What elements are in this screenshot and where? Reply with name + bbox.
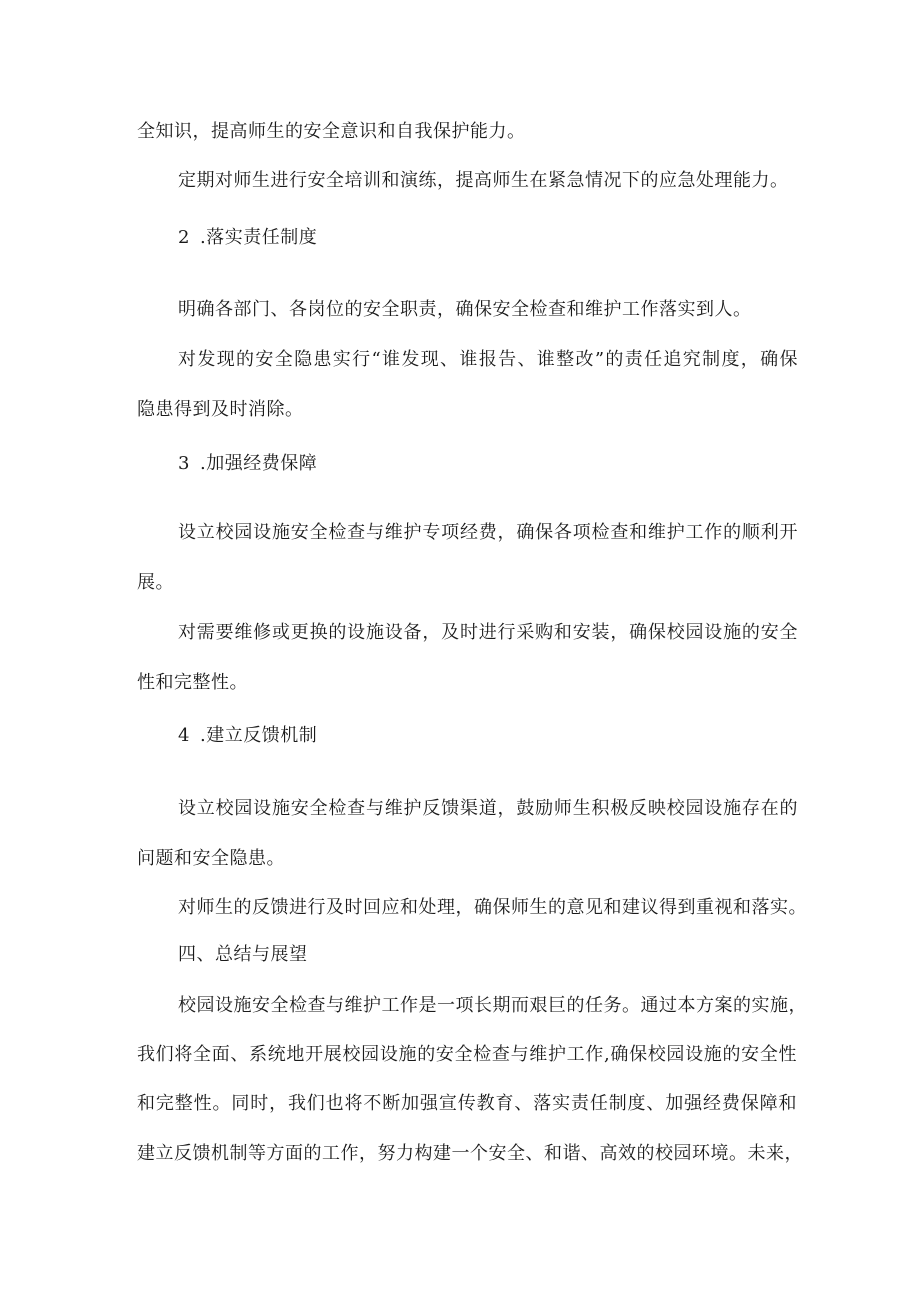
body-line: 我们将全面、系统地开展校园设施的安全检查与维护工作,确保校园设施的安全性 [137,1044,797,1065]
body-line: 校园设施安全检查与维护工作是一项长期而艰巨的任务。通过本方案的实施， [178,995,807,1016]
section-heading-3 [178,452,838,476]
body-line: 对需要维修或更换的设施设备，及时进行采购和安装，确保校园设施的安全 [178,622,798,643]
heading-text: .加强经费保障 [200,453,318,474]
body-line: 建立反馈机制等方面的工作，努力构建一个安全、和谐、高效的校园环境。未来， [137,1143,803,1164]
heading-number: 3 [178,453,190,474]
body-line: 对发现的安全隐患实行“谁发现、谁报告、谁整改”的责任追究制度，确保 [178,349,798,370]
body-line: 设立校园设施安全检查与维护反馈渠道，鼓励师生积极反映校园设施存在的 [178,798,798,819]
section-heading-summary: 四、总结与展望 [178,944,308,965]
body-line: 定期对师生进行安全培训和演练，提高师生在紧急情况下的应急处理能力。 [178,170,789,191]
body-line: 性和完整性。 [137,672,248,693]
body-line: 展。 [137,572,174,593]
section-heading-4 [178,724,838,748]
heading-number: 2 [178,227,190,248]
body-line: 对师生的反馈进行及时回应和处理，确保师生的意见和建议得到重视和落实。 [178,897,807,918]
body-line: 隐患得到及时消除。 [137,399,304,420]
body-line: 明确各部门、各岗位的安全职责，确保安全检查和维护工作落实到人。 [178,299,752,320]
heading-number: 4 [178,725,190,746]
heading-text: .建立反馈机制 [200,725,318,746]
body-line: 和完整性。同时，我们也将不断加强宣传教育、落实责任制度、加强经费保障和 [137,1093,797,1114]
heading-text: .落实责任制度 [200,227,318,248]
body-line: 设立校园设施安全检查与维护专项经费，确保各项检查和维护工作的顺利开 [178,522,798,543]
body-line: 问题和安全隐患。 [137,848,285,869]
body-line: 全知识，提高师生的安全意识和自我保护能力。 [137,121,526,142]
section-heading-2 [178,226,838,250]
